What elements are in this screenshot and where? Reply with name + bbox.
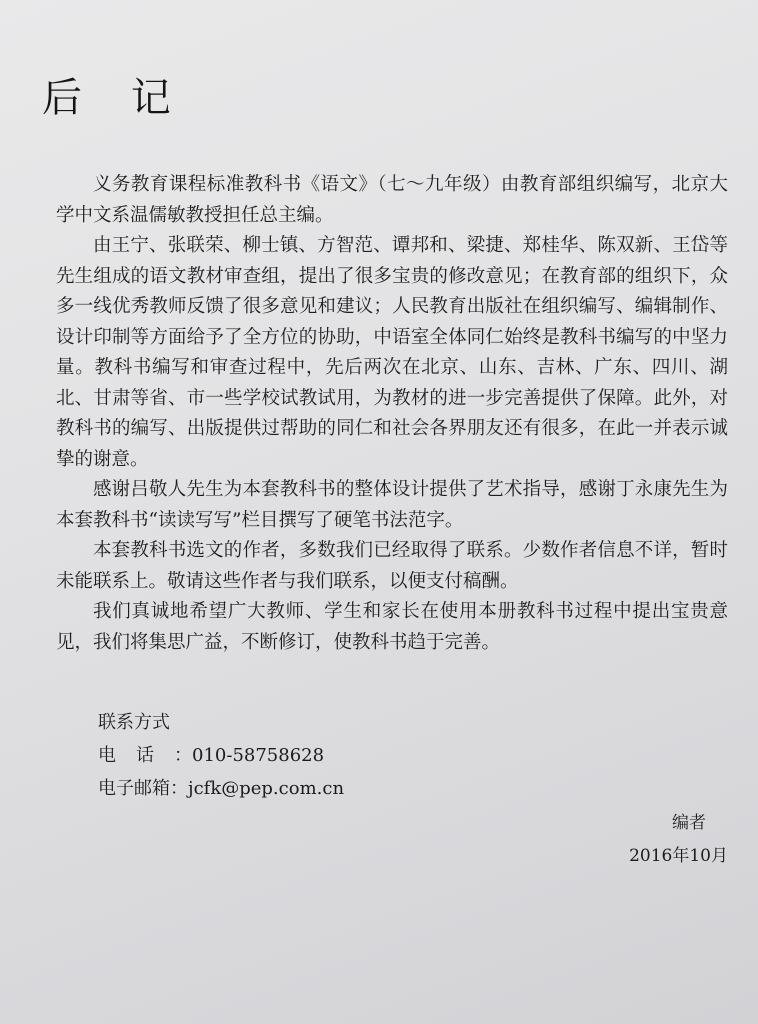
paragraph: 义务教育课程标准教科书《语文》（七～九年级）由教育部组织编写，北京大学中文系温儒敏教授担任总主编。 xyxy=(56,174,728,226)
signature: 编者 xyxy=(672,813,706,833)
paragraph: 感谢吕敬人先生为本套教科书的整体设计提供了艺术指导，感谢丁永康先生为本套教科书“读读写写”栏目撰写了硬笔书法范字。 xyxy=(56,479,728,531)
phone-line xyxy=(98,739,344,772)
page-title: 后 记 xyxy=(42,75,189,121)
email-line xyxy=(98,772,344,805)
date: 2016年10月 xyxy=(629,846,728,866)
paragraph: 我们真诚地希望广大教师、学生和家长在使用本册教科书过程中提出宝贵意见，我们将集思广益，不断修订，使教科书趋于完善。 xyxy=(56,601,728,653)
email-label: 电子邮箱 xyxy=(98,778,170,799)
paragraph: 本套教科书选文的作者，多数我们已经取得了联系。少数作者信息不详，暂时未能联系上。敬请这些作者与我们联系，以便支付稿酬。 xyxy=(56,540,728,592)
document-body xyxy=(56,170,728,658)
contact-section xyxy=(98,706,344,805)
email-value: jcfk@pep.com.cn xyxy=(188,778,345,799)
email-separator: ： xyxy=(170,778,188,799)
contact-heading: 联系方式 xyxy=(98,712,170,733)
phone-label: 电话 xyxy=(98,745,174,766)
phone-value: 010-58758628 xyxy=(192,745,325,766)
paragraph: 由王宁、张联荣、柳士镇、方智范、谭邦和、梁捷、郑桂华、陈双新、王岱等先生组成的语文教材审查组，提出了很多宝贵的修改意见；在教育部的组织下，众多一线优秀教师反馈了很多意见和建议；人民教育出版社在组织编写、编辑制作、设计印制等方面给予了全方位的协助，中语室全体同仁始终是教科书编写的中坚力量。教科书编写和审查过程中，先后两次在北京、山东、吉林、广东、四川、湖北、甘肃等省、市一些学校试教试用，为教材的进一步完善提供了保障。此外，对教科书的编写、出版提供过帮助的同仁和社会各界朋友还有很多，在此一并表示诚挚的谢意。 xyxy=(56,235,728,470)
phone-separator: ： xyxy=(174,745,192,766)
